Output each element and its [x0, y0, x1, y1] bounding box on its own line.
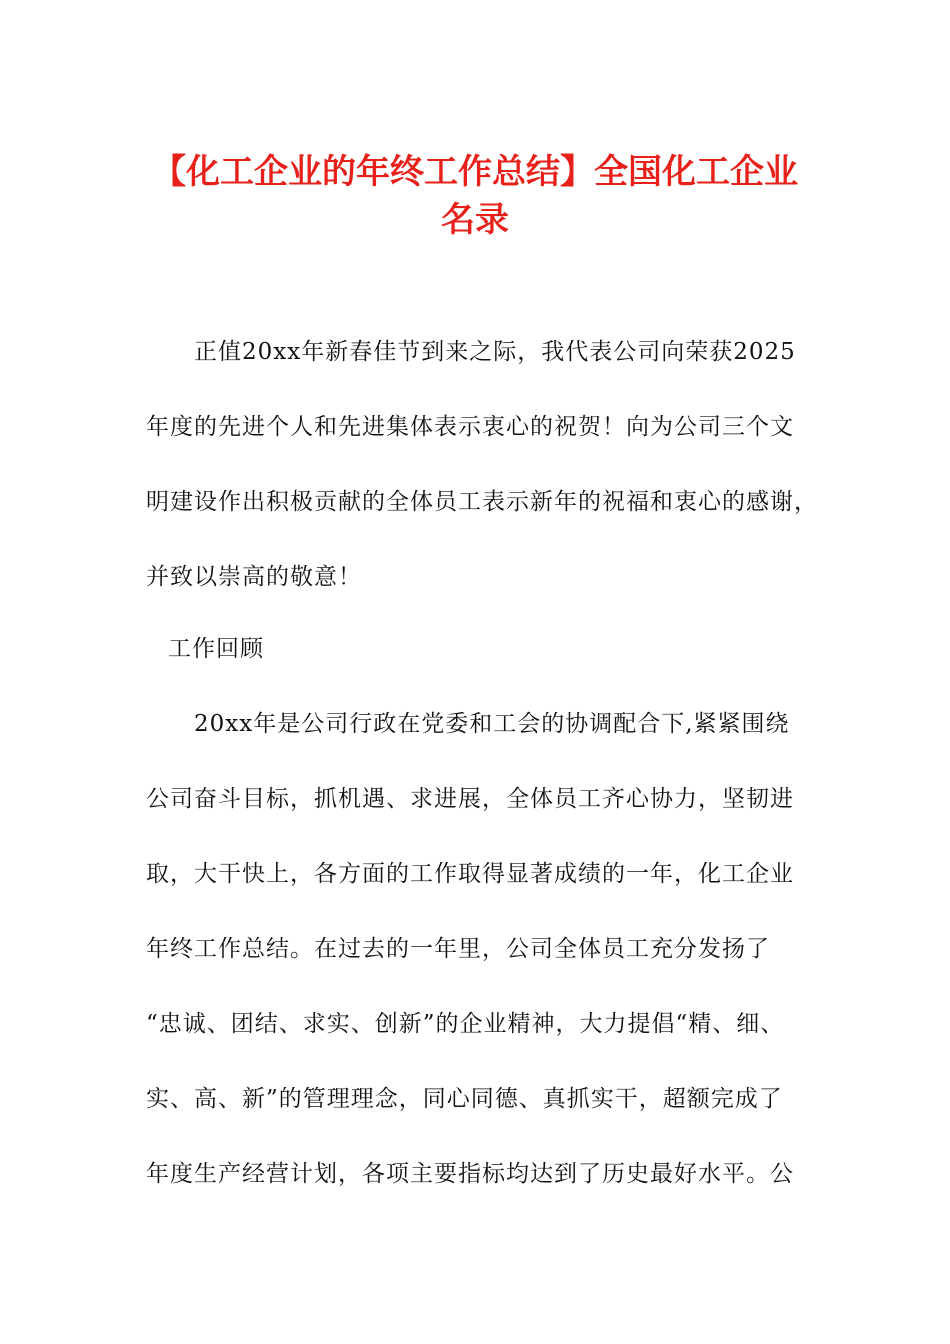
paragraph-line: 正值20xx年新春佳节到来之际，我代表公司向荣获2025: [194, 339, 796, 365]
paragraph-line: 公司奋斗目标，抓机遇、求进展，全体员工齐心协力，坚韧进: [146, 786, 794, 812]
paragraph-line: 年终工作总结。在过去的一年里，公司全体员工充分发扬了: [146, 936, 770, 962]
paragraph-line: 取，大干快上，各方面的工作取得显著成绩的一年，化工企业: [146, 861, 794, 887]
paragraph-line: 20xx年是公司行政在党委和工会的协调配合下,紧紧围绕: [194, 711, 790, 737]
document-title-line-2: 名录: [441, 200, 509, 240]
document-title-line-1: 【化工企业的年终工作总结】全国化工企业: [152, 152, 798, 192]
paragraph-line: 年度的先进个人和先进集体表示衷心的祝贺！向为公司三个文: [146, 414, 794, 440]
section-heading: 工作回顾: [168, 636, 264, 662]
paragraph-line: “忠诚、团结、求实、创新”的企业精神，大力提倡“精、细、: [146, 1011, 785, 1037]
paragraph-line: 实、高、新”的管理理念，同心同德、真抓实干，超额完成了: [146, 1086, 783, 1112]
paragraph-line: 明建设作出积极贡献的全体员工表示新年的祝福和衷心的感谢，: [146, 489, 818, 515]
paragraph-line: 并致以崇高的敬意！: [146, 564, 362, 590]
paragraph-line: 年度生产经营计划，各项主要指标均达到了历史最好水平。公: [146, 1161, 794, 1187]
